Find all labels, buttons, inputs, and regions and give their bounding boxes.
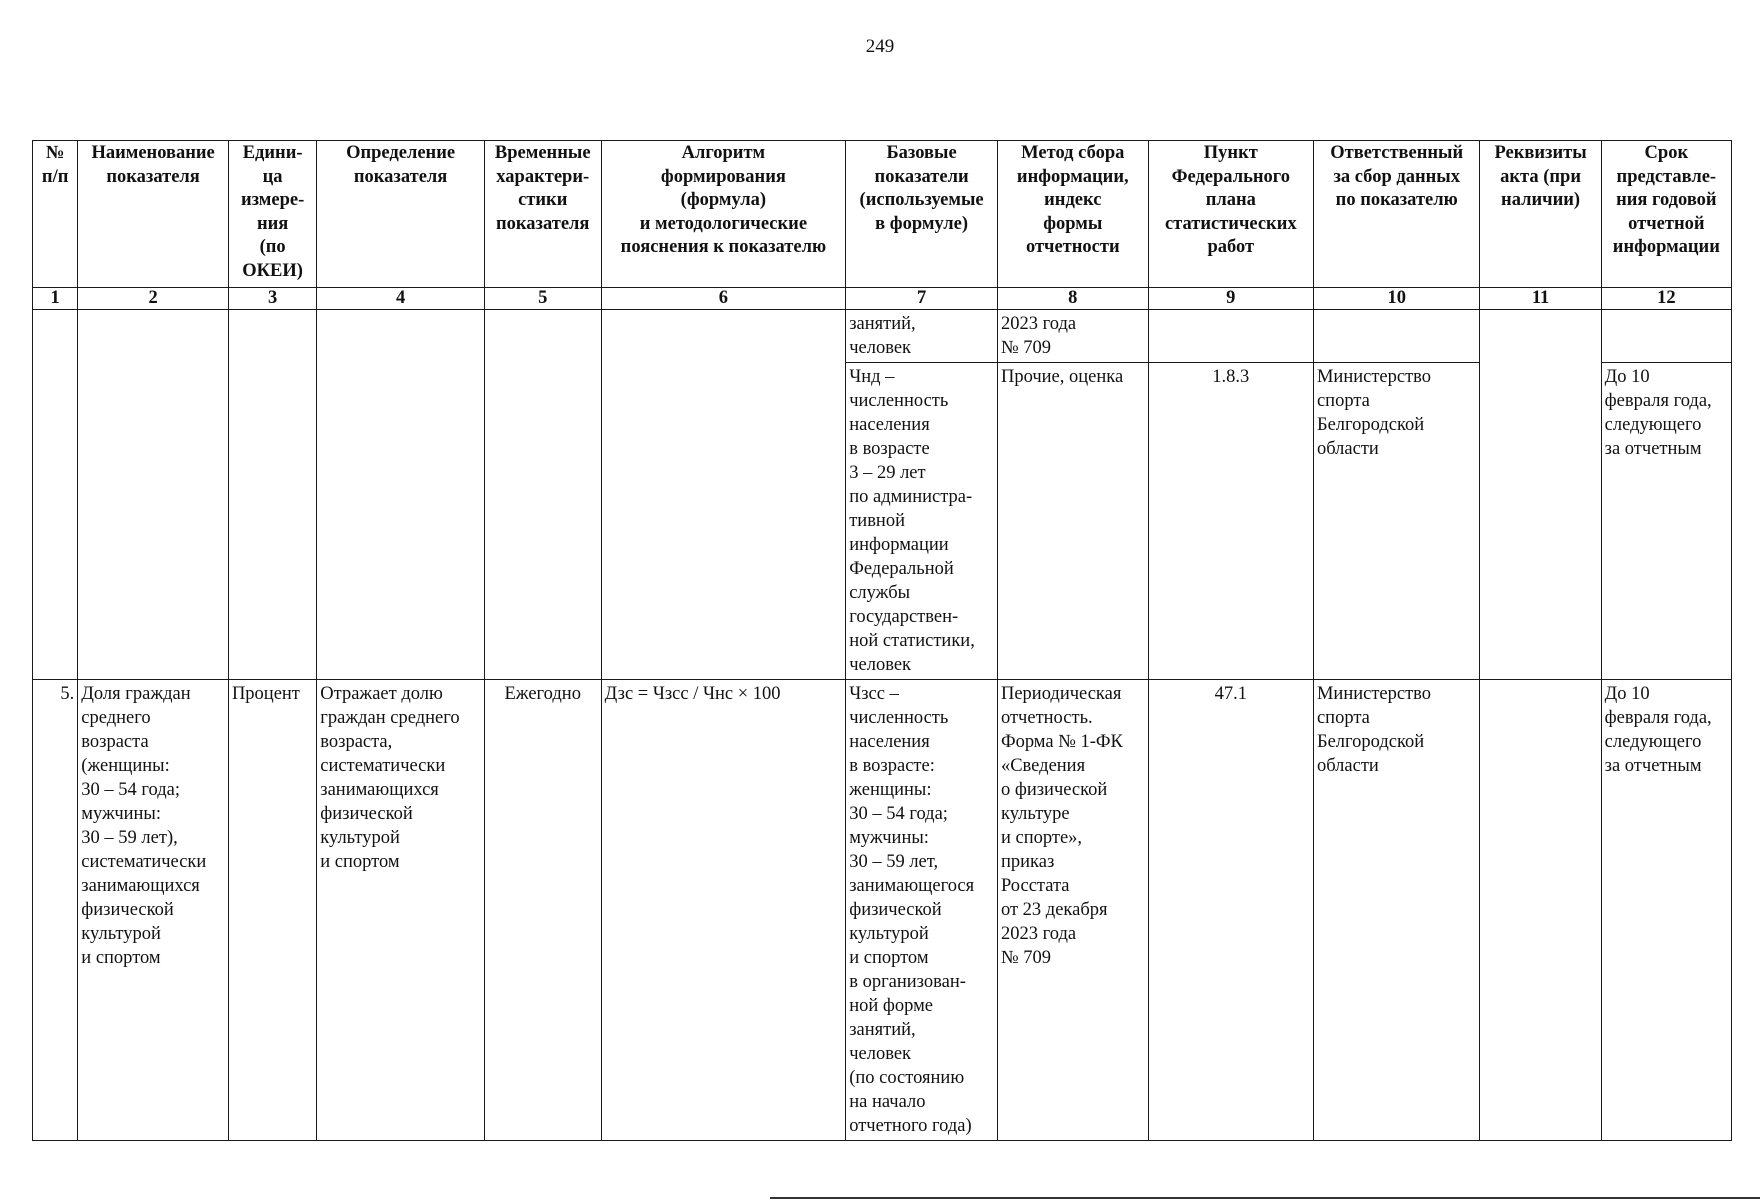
cell-definition-empty (317, 310, 485, 680)
cell-algorithm-empty (601, 310, 846, 680)
cell-formula: Дзс = Чзсс / Чнс × 100 (601, 680, 846, 1141)
header-name: Наименование показателя (78, 141, 229, 288)
column-number: 3 (228, 288, 316, 310)
cell-responsible: Министерство спорта Белгородской области (1313, 680, 1480, 1141)
header-unit: Едини- ца измере- ния (по ОКЕИ) (228, 141, 316, 288)
cell-unit: Процент (228, 680, 316, 1141)
cell-deadline: До 10 февраля года, следующего за отчетным (1601, 363, 1731, 680)
bottom-rule (770, 1197, 1760, 1199)
cell-deadline-empty (1601, 310, 1731, 363)
page-number: 249 (865, 36, 895, 57)
cell-plan-item: 1.8.3 (1148, 363, 1313, 680)
cell-method: Прочие, оценка (997, 363, 1148, 680)
column-number: 2 (78, 288, 229, 310)
indicators-table (32, 140, 1732, 1141)
cell-plan-item: 47.1 (1148, 680, 1313, 1141)
column-number: 6 (601, 288, 846, 310)
cell-plan-item-empty (1148, 310, 1313, 363)
cell-base-indicators: занятий, человек (846, 310, 998, 363)
cell-definition: Отражает долю граждан среднего возраста, систематически занимающихся физической культурой и спортом (317, 680, 485, 1141)
cell-name: Доля граждан среднего возраста (женщины: 30 – 54 года; мужчины: 30 – 59 лет), систематически занимающихся физической культурой и спортом (78, 680, 229, 1141)
cell-num: 5. (33, 680, 78, 1141)
cell-name-empty (78, 310, 229, 680)
column-number: 7 (846, 288, 998, 310)
column-number: 8 (997, 288, 1148, 310)
column-number: 10 (1313, 288, 1480, 310)
header-definition: Определение показателя (317, 141, 485, 288)
header-num: № п/п (33, 141, 78, 288)
cell-num-empty (33, 310, 78, 680)
header-act: Реквизиты акта (при наличии) (1480, 141, 1601, 288)
cell-act-empty (1480, 310, 1601, 680)
cell-base-indicators: Чнд – численность населения в возрасте 3 – 29 лет по администра- тивной информации Федеральной службы государствен- ной статистики, человек (846, 363, 998, 680)
column-number: 4 (317, 288, 485, 310)
column-number-row (33, 288, 1732, 310)
header-responsible: Ответственный за сбор данных по показателю (1313, 141, 1480, 288)
cell-time-empty (484, 310, 601, 680)
cell-deadline: До 10 февраля года, следующего за отчетным (1601, 680, 1731, 1141)
cell-responsible: Министерство спорта Белгородской области (1313, 363, 1480, 680)
cell-method: 2023 года № 709 (997, 310, 1148, 363)
header-plan-item: Пункт Федерального плана статистических работ (1148, 141, 1313, 288)
column-number: 11 (1480, 288, 1601, 310)
table-row (33, 310, 1732, 363)
column-number: 12 (1601, 288, 1731, 310)
cell-unit-empty (228, 310, 316, 680)
column-number: 1 (33, 288, 78, 310)
header-row (33, 141, 1732, 288)
header-deadline: Срок представле- ния годовой отчетной информации (1601, 141, 1731, 288)
header-time: Временные характери- стики показателя (484, 141, 601, 288)
cell-base-indicators: Чзсс – численность населения в возрасте: женщины: 30 – 54 года; мужчины: 30 – 59 лет, занимающегося физической культурой и спортом в организован- ной форме занятий, человек (по состоянию на начало отчетного года) (846, 680, 998, 1141)
table-row (33, 680, 1732, 1141)
header-algorithm: Алгоритм формирования (формула) и методологические пояснения к показателю (601, 141, 846, 288)
column-number: 9 (1148, 288, 1313, 310)
column-number: 5 (484, 288, 601, 310)
header-method: Метод сбора информации, индекс формы отчетности (997, 141, 1148, 288)
header-base-indicators: Базовые показатели (используемые в формуле) (846, 141, 998, 288)
cell-time: Ежегодно (484, 680, 601, 1141)
cell-responsible-empty (1313, 310, 1480, 363)
cell-method: Периодическая отчетность. Форма № 1-ФК «Сведения о физической культуре и спорте», приказ Росстата от 23 декабря 2023 года № 709 (997, 680, 1148, 1141)
cell-act (1480, 680, 1601, 1141)
